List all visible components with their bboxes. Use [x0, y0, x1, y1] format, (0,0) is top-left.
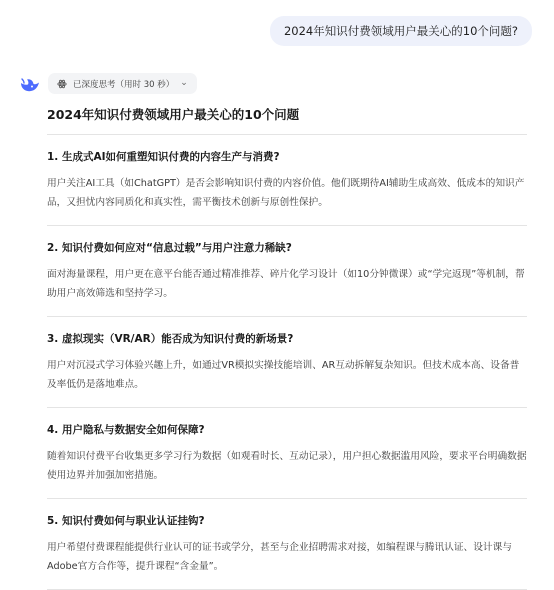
answer-section — [47, 408, 527, 499]
user-message-bubble — [270, 16, 532, 46]
assistant-answer — [47, 105, 527, 590]
section-paragraph: 用户关注AI工具（如ChatGPT）是否会影响知识付费的内容价值。他们既期待AI辅助生成高效、低成本的知识产品，又担忧内容同质化和真实性，需平衡技术创新与原创性保护。 — [47, 178, 525, 208]
section-paragraph: 随着知识付费平台收集更多学习行为数据（如观看时长、互动记录），用户担心数据滥用风险，要求平台明确数据使用边界并加强加密措施。 — [47, 451, 527, 481]
answer-title: 2024年知识付费领域用户最关心的10个问题 — [47, 107, 300, 122]
atom-icon — [57, 79, 67, 89]
user-message-text: 2024年知识付费领域用户最关心的10个问题? — [283, 24, 518, 38]
section-heading: 4. 用户隐私与数据安全如何保障? — [47, 424, 205, 436]
assistant-avatar — [19, 74, 41, 96]
section-heading: 1. 生成式AI如何重塑知识付费的内容生产与消费? — [47, 151, 280, 163]
answer-section — [47, 499, 527, 590]
section-heading: 5. 知识付费如何与职业认证挂钩? — [47, 515, 205, 527]
deep-thinking-label: 已深度思考（用时 30 秒） — [73, 79, 175, 90]
section-heading: 2. 知识付费如何应对“信息过载”与用户注意力稀缺? — [47, 242, 292, 254]
whale-logo-icon — [20, 77, 40, 93]
answer-section — [47, 226, 527, 317]
section-heading: 3. 虚拟现实（VR/AR）能否成为知识付费的新场景? — [47, 333, 294, 345]
deep-thinking-toggle[interactable] — [48, 73, 197, 94]
answer-section — [47, 317, 527, 408]
answer-section — [47, 135, 527, 226]
chevron-down-icon: ⌄ — [180, 78, 188, 88]
section-paragraph: 用户对沉浸式学习体验兴趣上升，如通过VR模拟实操技能培训、AR互动拆解复杂知识。但技术成本高、设备普及率低仍是落地难点。 — [47, 360, 520, 390]
section-paragraph: 面对海量课程，用户更在意平台能否通过精准推荐、碎片化学习设计（如10分钟微课）或“学完返现”等机制，帮助用户高效筛选和坚持学习。 — [47, 269, 525, 299]
section-paragraph: 用户希望付费课程能提供行业认可的证书或学分，甚至与企业招聘需求对接，如编程课与腾讯认证、设计课与Adobe官方合作等，提升课程“含金量”。 — [47, 542, 512, 572]
